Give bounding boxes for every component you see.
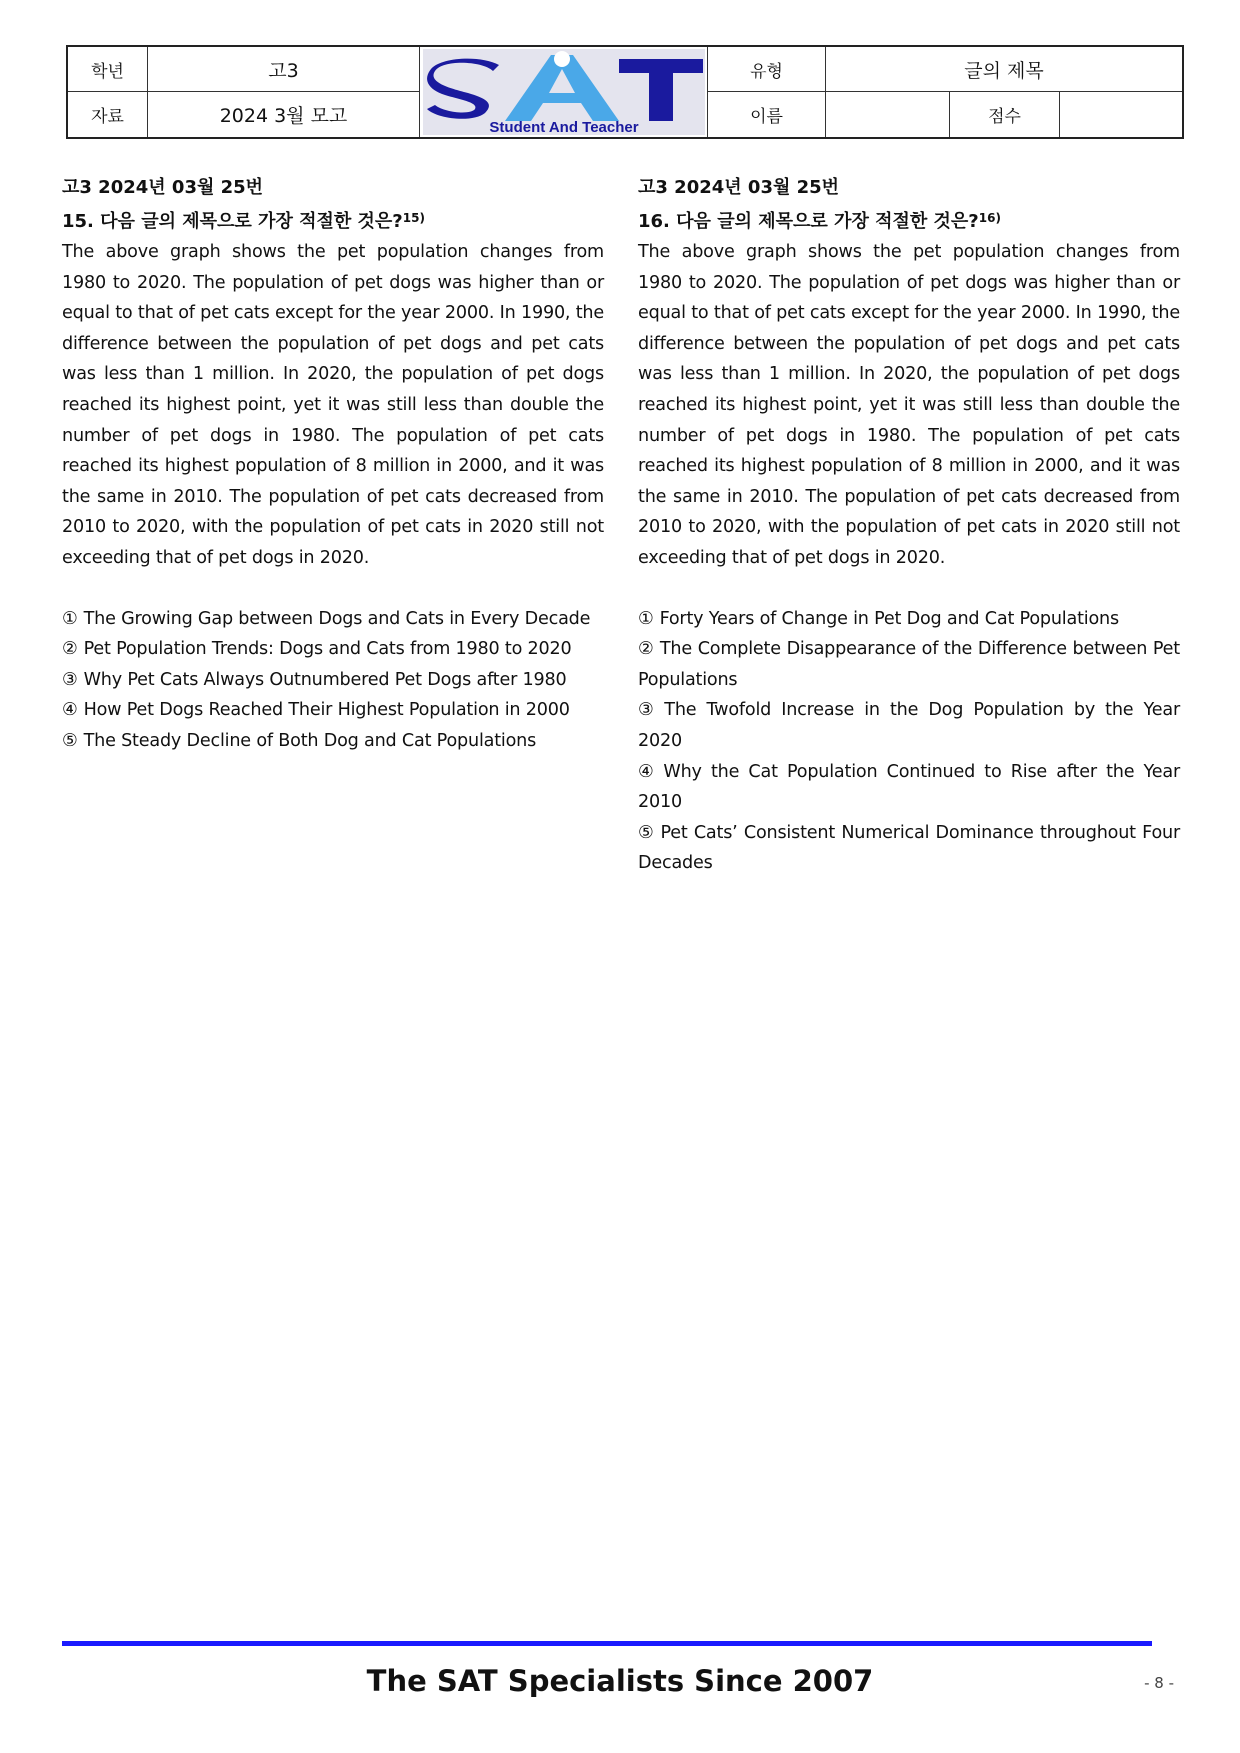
name-label: 이름 <box>708 92 826 137</box>
choice-3[interactable] <box>62 665 604 696</box>
choice-number: ③ <box>62 669 78 690</box>
choice-3[interactable] <box>638 695 1180 756</box>
choice-5[interactable] <box>638 818 1180 879</box>
header-table <box>66 45 1184 139</box>
choice-text: Pet Population Trends: Dogs and Cats from 1980 to 2020 <box>83 639 572 660</box>
source-label: 자료 <box>68 92 148 137</box>
logo-tagline: Student And Teacher <box>488 119 639 135</box>
choice-number: ⑤ <box>638 822 655 843</box>
footnote-marker: 15) <box>402 211 425 225</box>
choice-text: The Complete Disappearance of the Difference between Pet Populations <box>638 639 1180 690</box>
choice-number: ④ <box>638 761 658 782</box>
choice-number: ② <box>62 639 78 660</box>
score-field[interactable] <box>1060 92 1182 137</box>
choice-number: ⑤ <box>62 730 78 751</box>
score-label: 점수 <box>950 92 1060 137</box>
choice-number: ① <box>62 608 78 629</box>
name-field[interactable] <box>826 92 950 137</box>
choice-text: The Growing Gap between Dogs and Cats in Every Decade <box>83 608 591 629</box>
choice-2[interactable] <box>638 634 1180 695</box>
passage: The above graph shows the pet population changes from 1980 to 2020. The population of pet dogs was higher than or equal to that of pet cats except for the year 2000. In 1990, the difference between the population of pet dogs and pet cats was less than 1 million. In 2020, the population of pet dogs reached its highest point, yet it was still less than double the number of pet dogs in 1980. The population of pet cats reached its highest population of 8 million in 2000, and it was the same in 2010. The population of pet cats decreased from 2010 to 2020, with the population of pet cats in 2020 still not exceeding that of pet dogs in 2020. <box>638 242 1180 568</box>
question-title <box>638 203 1180 237</box>
choice-4[interactable] <box>638 757 1180 818</box>
sat-logo <box>420 47 708 137</box>
question-16 <box>638 172 1180 879</box>
choice-text: Pet Cats’ Consistent Numerical Dominance throughout Four Decades <box>638 822 1181 874</box>
choice-text: The Twofold Increase in the Dog Population by the Year 2020 <box>638 700 1180 751</box>
grade-value: 고3 <box>148 47 420 92</box>
page-number: - 8 - <box>1144 1674 1174 1692</box>
question-title-text: 15. 다음 글의 제목으로 가장 적절한 것은? <box>62 211 403 232</box>
choice-text: Forty Years of Change in Pet Dog and Cat Populations <box>659 608 1119 629</box>
footnote-marker: 16) <box>978 211 1001 225</box>
type-value: 글의 제목 <box>826 47 1182 92</box>
question-title-text: 16. 다음 글의 제목으로 가장 적절한 것은? <box>638 211 979 232</box>
choice-text: The Steady Decline of Both Dog and Cat Populations <box>83 730 537 751</box>
choice-text: Why the Cat Population Continued to Rise after the Year 2010 <box>638 761 1181 813</box>
type-label: 유형 <box>708 47 826 92</box>
choice-text: How Pet Dogs Reached Their Highest Population in 2000 <box>83 700 570 721</box>
choice-list <box>638 604 1180 879</box>
choice-5[interactable] <box>62 726 604 757</box>
passage: The above graph shows the pet population changes from 1980 to 2020. The population of pet dogs was higher than or equal to that of pet cats except for the year 2000. In 1990, the difference between the population of pet dogs and pet cats was less than 1 million. In 2020, the population of pet dogs reached its highest point, yet it was still less than double the number of pet dogs in 1980. The population of pet cats reached its highest population of 8 million in 2000, and it was the same in 2010. The population of pet cats decreased from 2010 to 2020, with the population of pet cats in 2020 still not exceeding that of pet dogs in 2020. <box>62 242 604 568</box>
question-source: 고3 2024년 03월 25번 <box>638 177 840 198</box>
choice-1[interactable] <box>638 604 1180 635</box>
question-source: 고3 2024년 03월 25번 <box>62 177 264 198</box>
choice-number: ② <box>638 639 654 660</box>
question-15 <box>62 172 604 757</box>
sat-logo-graphic <box>423 49 705 135</box>
choice-number: ④ <box>62 700 78 721</box>
source-value: 2024 3월 모고 <box>148 92 420 137</box>
footer-slogan: The SAT Specialists Since 2007 <box>366 1664 874 1698</box>
choice-number: ③ <box>638 700 659 721</box>
choice-1[interactable] <box>62 604 604 635</box>
question-title <box>62 203 604 237</box>
choice-4[interactable] <box>62 695 604 726</box>
grade-label: 학년 <box>68 47 148 92</box>
choice-2[interactable] <box>62 634 604 665</box>
choice-text: Why Pet Cats Always Outnumbered Pet Dogs after 1980 <box>83 669 567 690</box>
footer-divider <box>62 1641 1152 1646</box>
choice-list <box>62 604 604 757</box>
choice-number: ① <box>638 608 654 629</box>
